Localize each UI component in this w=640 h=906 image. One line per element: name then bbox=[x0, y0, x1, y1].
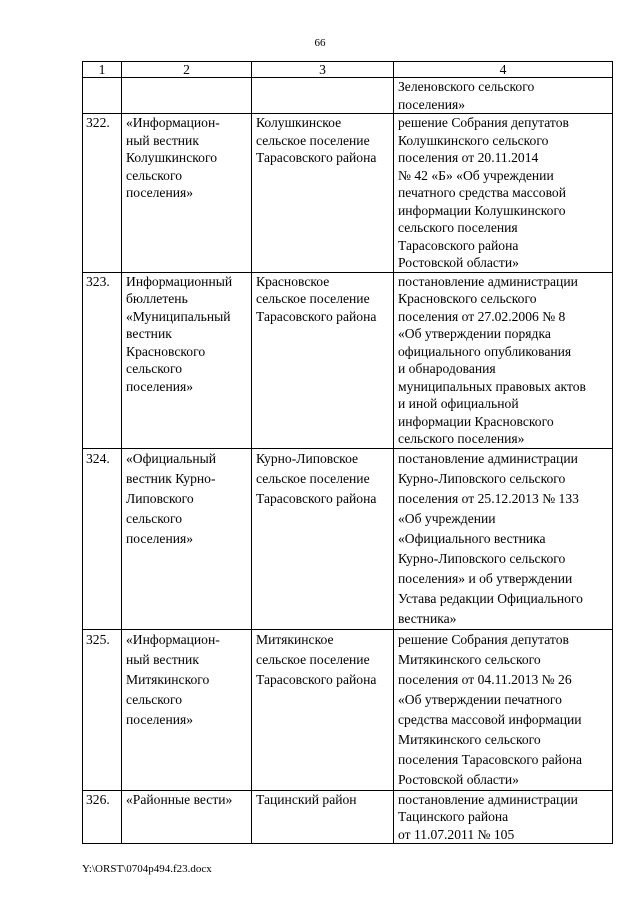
cell-territory bbox=[252, 272, 394, 448]
cell-publication-text: «Официальный вестник Курно- Липовского сельского поселения» bbox=[126, 450, 217, 546]
cell-territory bbox=[252, 78, 394, 114]
cell-publication bbox=[122, 629, 252, 790]
cell-publication bbox=[122, 78, 252, 114]
cell-number bbox=[83, 448, 122, 629]
cell-territory bbox=[252, 448, 394, 629]
cell-territory-text: Митякинское сельское поселение Тарасовского района bbox=[256, 631, 377, 687]
cell-publication-text: «Информацион- ный вестник Колушкинского сельского поселения» bbox=[126, 115, 220, 200]
cell-basis-text: решение Собрания депутатов Колушкинского сельского поселения от 20.11.2014 № 42 «Б» «Об учреждении печатного средства массовой информации Колушкинского сельского поселения Тарасовского района Ростовской области» bbox=[398, 115, 569, 270]
cell-territory bbox=[252, 790, 394, 844]
cell-number bbox=[83, 629, 122, 790]
cell-publication-text: «Районные вести» bbox=[126, 791, 233, 807]
cell-number-text: 323. bbox=[86, 273, 110, 289]
cell-basis-text: решение Собрания депутатов Митякинского сельского поселения от 04.11.2013 № 26 «Об утверждении печатного средства массовой информации Митякинского сельского поселения Тарасовского района Ростовской области» bbox=[398, 631, 583, 787]
table-row-continuation bbox=[83, 78, 613, 114]
cell-territory-text: Курно-Липовское сельское поселение Тарасовского района bbox=[256, 450, 377, 506]
header-col-4: 4 bbox=[394, 62, 613, 78]
cell-publication bbox=[122, 272, 252, 448]
cell-number bbox=[83, 790, 122, 844]
cell-publication bbox=[122, 114, 252, 273]
header-col-1: 1 bbox=[83, 62, 122, 78]
cell-number bbox=[83, 78, 122, 114]
cell-publication-text: «Информацион- ный вестник Митякинского сельского поселения» bbox=[126, 631, 220, 727]
cell-basis-text: постановление администрации Красновского сельского поселения от 27.02.2006 № 8 «Об утверждении порядка официального опубликования и обнародования муниципальных правовых актов и иной официальной информации Красновского сельского поселения» bbox=[398, 273, 586, 446]
cell-number-text: 325. bbox=[86, 631, 110, 647]
registry-table bbox=[82, 61, 613, 844]
header-row bbox=[83, 62, 613, 78]
cell-number-text: 322. bbox=[86, 115, 110, 130]
page-number: 66 bbox=[314, 37, 326, 49]
table-row-325 bbox=[83, 629, 613, 790]
cell-basis-text: Зеленовского сельского поселения» bbox=[398, 79, 535, 112]
cell-basis bbox=[394, 790, 613, 844]
cell-basis bbox=[394, 448, 613, 629]
cell-publication bbox=[122, 790, 252, 844]
cell-basis bbox=[394, 114, 613, 273]
cell-territory-text: Колушкинское сельское поселение Тарасовского района bbox=[256, 115, 377, 165]
cell-basis bbox=[394, 272, 613, 448]
cell-basis bbox=[394, 629, 613, 790]
table-row-326 bbox=[83, 790, 613, 844]
file-path-footer: Y:\ORST\0704p494.f23.docx bbox=[82, 863, 212, 875]
cell-basis-text: постановление администрации Курно-Липовского сельского поселения от 25.12.2013 № 133 «Об учреждении «Официального вестника Курно-Липовского сельского поселения» и об утверждении Устава редакции Официального вестника» bbox=[398, 450, 583, 626]
cell-number bbox=[83, 272, 122, 448]
cell-basis-text: постановление администрации Тацинского района от 11.07.2011 № 105 bbox=[398, 791, 578, 842]
cell-territory-text: Тацинский район bbox=[256, 791, 357, 807]
cell-territory bbox=[252, 114, 394, 273]
cell-territory bbox=[252, 629, 394, 790]
cell-number-text: 324. bbox=[86, 450, 110, 466]
table-row-322 bbox=[83, 114, 613, 273]
cell-territory-text: Красновское сельское поселение Тарасовского района bbox=[256, 273, 377, 324]
table-row-323 bbox=[83, 272, 613, 448]
cell-number bbox=[83, 114, 122, 273]
cell-publication-text: Информационный бюллетень «Муниципальный вестник Красновского сельского поселения» bbox=[126, 273, 233, 394]
cell-number-text: 326. bbox=[86, 791, 110, 807]
header-col-2: 2 bbox=[122, 62, 252, 78]
header-col-3: 3 bbox=[252, 62, 394, 78]
cell-basis bbox=[394, 78, 613, 114]
table-row-324 bbox=[83, 448, 613, 629]
cell-publication bbox=[122, 448, 252, 629]
